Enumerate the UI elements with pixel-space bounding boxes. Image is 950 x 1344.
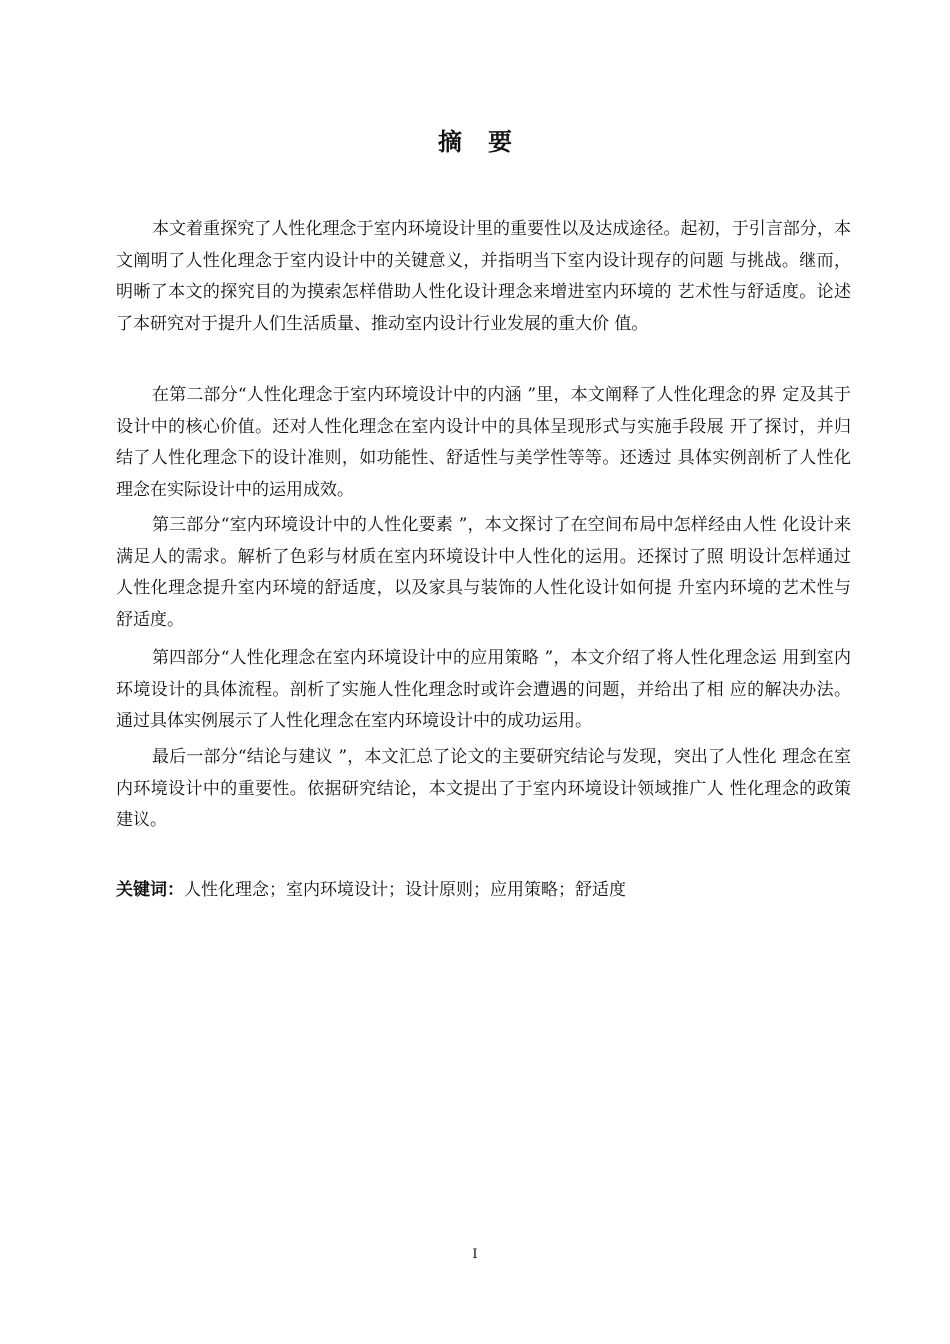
abstract-paragraph: 第四部分“人性化理念在室内环境设计中的应用策略 ”，本文介绍了将人性化理念运 用到室内环境设计的具体流程。剖析了实施人性化理念时或许会遭遇的问题，并给出了相 应的解决办法。通过具体实例展示了人性化理念在室内环境设计中的成功运用。 <box>116 648 851 731</box>
abstract-paragraph-5-block <box>116 742 851 837</box>
abstract-paragraph: 第三部分“室内环境设计中的人性化要素 ”，本文探讨了在空间布局中怎样经由人性 化设计来满足人的需求。解析了色彩与材质在室内环境设计中人性化的运用。还探讨了照 明设计怎样通过人性化理念提升室内环境的舒适度，以及家具与装饰的人性化设计如何提 升室内环境的艺术性与舒适度。 <box>116 515 851 630</box>
abstract-paragraph-3-block <box>116 510 851 636</box>
page-number: I <box>472 1247 478 1262</box>
abstract-paragraph: 本文着重探究了人性化理念于室内环境设计里的重要性以及达成途径。起初，于引言部分，本文阐明了人性化理念于室内设计中的关键意义，并指明当下室内设计现存的问题 与挑战。继而，明晰了本文的探究目的为摸索怎样借助人性化设计理念来增进室内环境的 艺术性与舒适度。论述了本研究对于提升人们生活质量、推动室内设计行业发展的重大价 值。 <box>116 219 851 334</box>
keywords-line <box>116 875 626 906</box>
abstract-paragraph-2-block <box>116 380 851 506</box>
abstract-paragraph-1-block <box>116 214 851 340</box>
abstract-paragraph-4-block <box>116 643 851 738</box>
title-char-2: 要 <box>488 127 512 156</box>
abstract-paragraph: 最后一部分“结论与建议 ”，本文汇总了论文的主要研究结论与发现，突出了人性化 理念在室内环境设计中的重要性。依据研究结论，本文提出了于室内环境设计领域推广人 性化理念的政策建议。 <box>116 747 851 830</box>
keywords-label: 关键词： <box>116 880 184 900</box>
abstract-paragraph: 在第二部分“人性化理念于室内环境设计中的内涵 ”里，本文阐释了人性化理念的界 定及其于设计中的核心价值。还对人性化理念在室内设计中的具体呈现形式与实施手段展 开了探讨，并归结了人性化理念下的设计准则，如功能性、舒适性与美学性等等。还透过 具体实例剖析了人性化理念在实际设计中的运用成效。 <box>116 385 851 500</box>
keywords-text: 人性化理念；室内环境设计；设计原则；应用策略；舒适度 <box>184 880 626 900</box>
title-char-1: 摘 <box>438 127 462 156</box>
page-title <box>0 122 950 157</box>
